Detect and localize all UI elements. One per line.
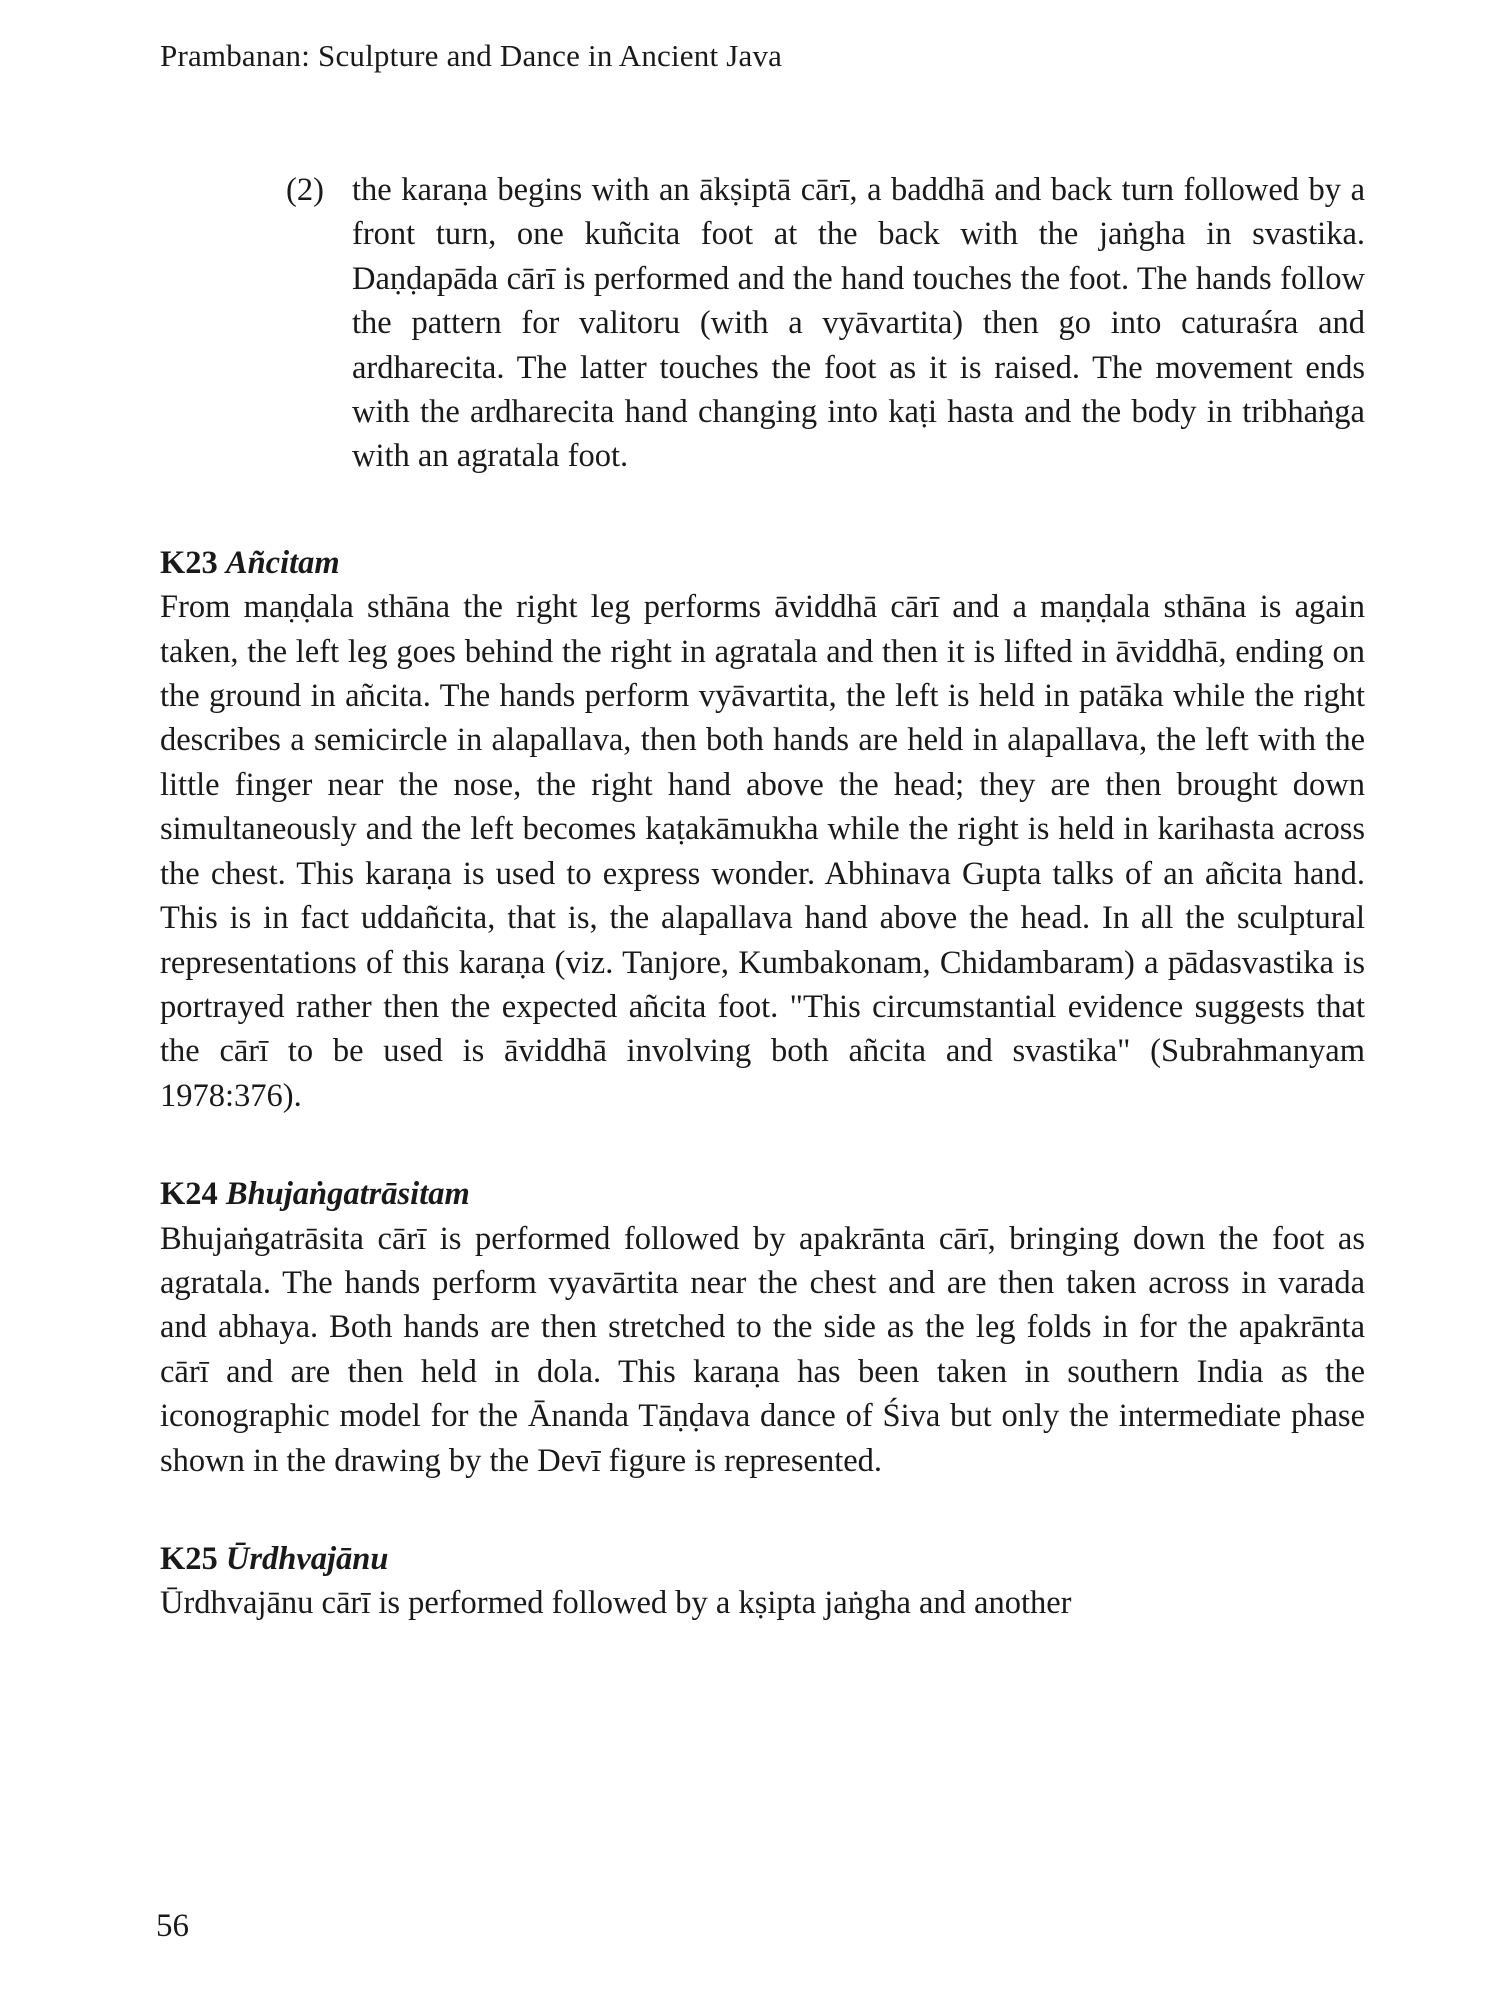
entry-text: Ūrdhvajānu cārī is performed followed by a kṣipta jaṅgha and another <box>160 1585 1072 1622</box>
running-head: Prambanan: Sculpture and Dance in Ancient Java <box>160 38 783 73</box>
item-text: the karaṇa begins with an ākṣiptā cārī, a baddhā and back turn followed by a front turn, one kuñcita foot at the back with the jaṅgha in svastika. Daṇḍapāda cārī is performed and the hand touches the foot. The hands follow the pattern for valitoru (with a vyāvartita) then go into caturaśra and ardharecita. The latter touches the foot as it is raised. The movement ends with the ardharecita hand changing into kaṭi hasta and the body in tribhaṅga with an agratala foot. <box>352 172 1365 475</box>
entry-text: Bhujaṅgatrāsita cārī is performed followed by apakrānta cārī, bringing down the foot as agratala. The hands perform vyavārtita near the chest and are then taken across in varada and abhaya. Both hands are then stretched to the side as the leg folds in for the apakrānta cārī and are then held in dola. This karaṇa has been taken in southern India as the iconographic model for the Ānanda Tāṇḍava dance of Śiva but only the intermediate phase shown in the drawing by the Devī figure is represented. <box>160 1220 1365 1479</box>
entry-heading <box>160 541 1365 585</box>
entry-k23 <box>160 541 1365 1118</box>
entry-k25 <box>160 1537 1365 1626</box>
entry-term: Bhujaṅgatrāsitam <box>225 1176 470 1213</box>
entry-heading <box>160 1172 1365 1216</box>
entry-k24 <box>160 1172 1365 1483</box>
entry-text: From maṇḍala sthāna the right leg performs āviddhā cārī and a maṇḍala sthāna is again taken, the left leg goes behind the right in agratala and then it is lifted in āviddhā, ending on the ground in añcita. The hands perform vyāvartita, the left is held in patāka while the right describes a semicircle in alapallava, then both hands are held in alapallava, the left with the little finger near the nose, the right hand above the head; they are then brought down simultaneously and the left becomes kaṭakāmukha while the right is held in karihasta across the chest. This karaṇa is used to express wonder. Abhinava Gupta talks of an añcita hand. This is in fact uddañcita, that is, the alapallava hand above the head. In all the sculptural representations of this karaṇa (viz. Tanjore, Kumbakonam, Chidambaram) a pādasvastika is portrayed rather then the expected añcita foot. "This circumstantial evidence suggests that the cārī to be used is āviddhā involving both añcita and svastika" (Subrahmanyam 1978:376). <box>160 589 1365 1114</box>
continued-item <box>286 168 1365 479</box>
page-number: 56 <box>156 1908 189 1944</box>
entry-term: Ūrdhvajānu <box>225 1540 389 1577</box>
entry-term: Añcitam <box>225 544 340 581</box>
entry-code: K23 <box>160 544 218 581</box>
entry-code: K24 <box>160 1176 218 1213</box>
entry-heading <box>160 1537 1365 1581</box>
entry-code: K25 <box>160 1540 218 1577</box>
item-number: (2) <box>286 172 324 208</box>
page-body <box>160 168 1365 1626</box>
